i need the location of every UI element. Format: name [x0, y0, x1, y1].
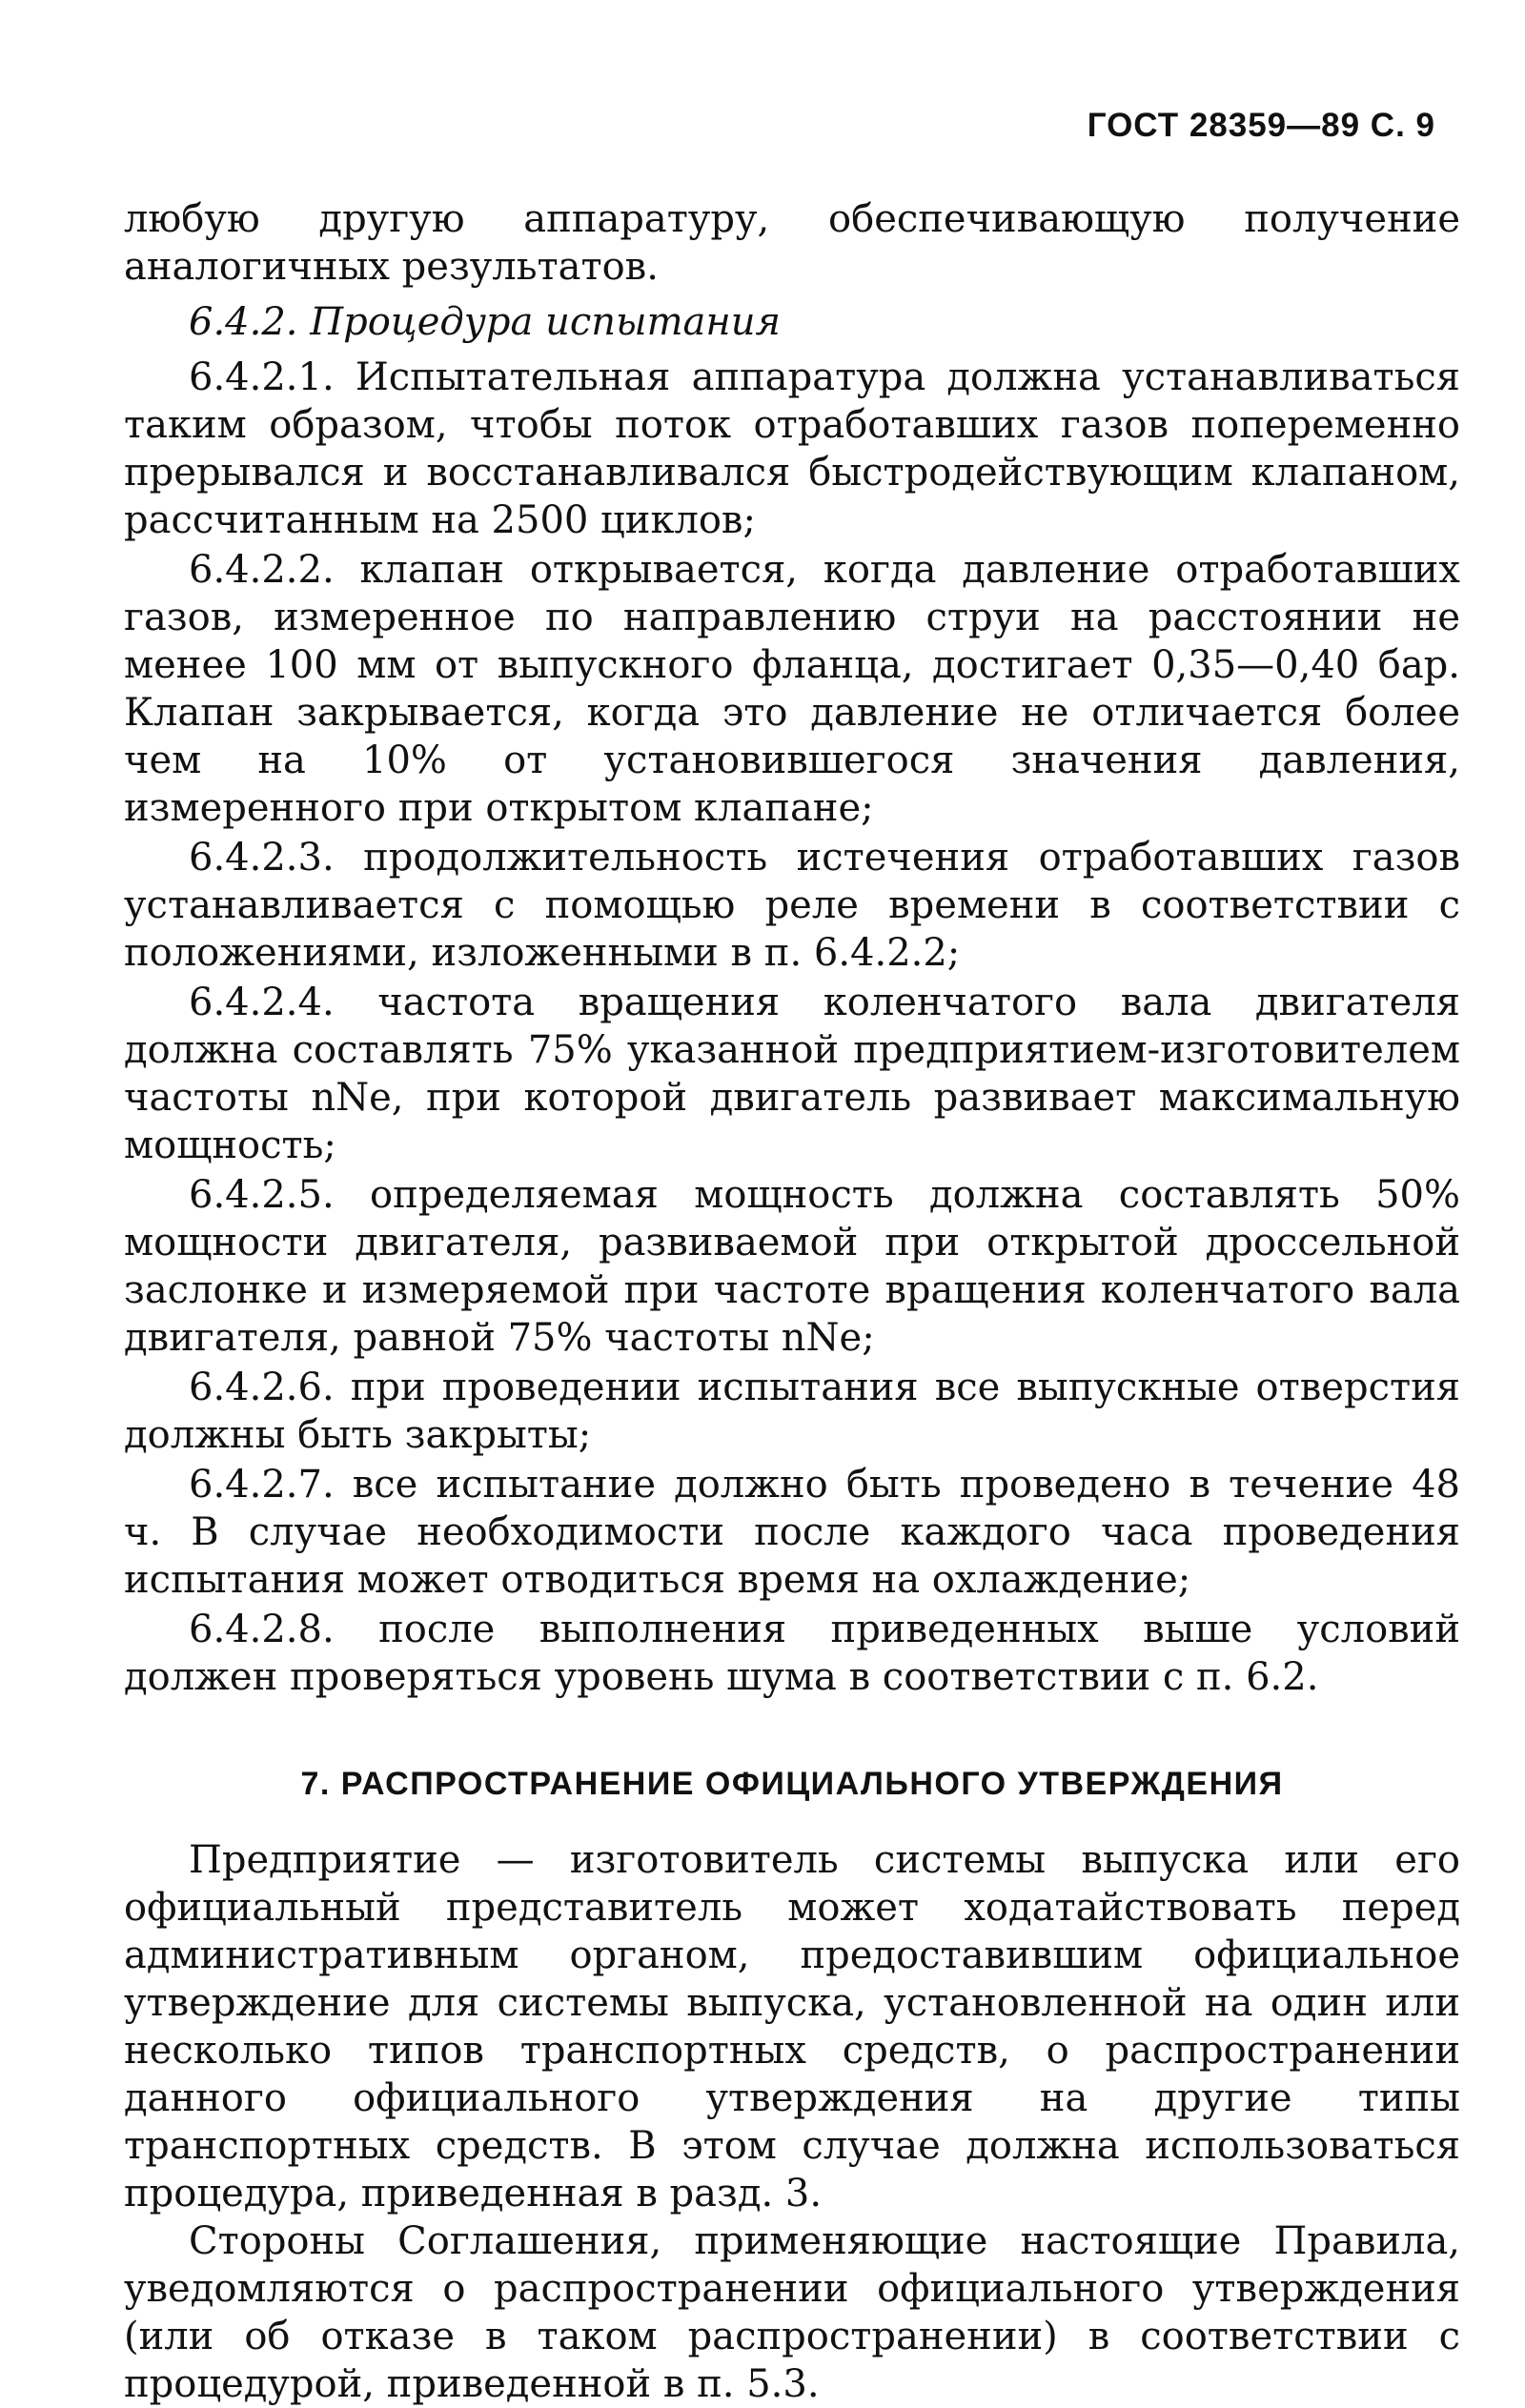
- clause-6-4-2-4: 6.4.2.4. частота вращения коленчатого вала двигателя должна составлять 75% указанной предприятием-изготовителем частоты nNe, при которой двигатель развивает максимальную мощность;: [124, 981, 1460, 1167]
- document-body: [124, 195, 1460, 2408]
- clause-6-4-2-3: 6.4.2.3. продолжительность истечения отработавших газов устанавливается с помощью реле времени в соответствии с положениями, изложенными в п. 6.4.2.2;: [124, 836, 1460, 975]
- clause-6-4-2-2: 6.4.2.2. клапан открывается, когда давление отработавших газов, измеренное по направлению струи на расстоянии не менее 100 мм от выпускного фланца, достигает 0,35—0,40 бар. Клапан закрывается, когда это давление не отличается более чем на 10% от установившегося значения давления, измеренного при открытом клапане;: [124, 548, 1460, 830]
- clause-6-4-2-7: 6.4.2.7. все испытание должно быть проведено в течение 48 ч. В случае необходимости после каждого часа проведения испытания может отводиться время на охлаждение;: [124, 1463, 1460, 1602]
- clause-6-4-2-8: 6.4.2.8. после выполнения приведенных выше условий должен проверяться уровень шума в соответствии с п. 6.2.: [124, 1608, 1460, 1699]
- section-7-paragraph: Предприятие — изготовитель системы выпуска или его официальный представитель может ходатайствовать перед административным органом, предоставившим официальное утверждение для системы выпуска, установленной на один или несколько типов транспортных средств, о распространении данного официального утверждения на другие типы транспортных средств. В этом случае должна использоваться процедура, приведенная в разд. 3.: [124, 1838, 1460, 2216]
- clause-6-4-2-5: 6.4.2.5. определяемая мощность должна составлять 50% мощности двигателя, развиваемой при открытой дроссельной заслонке и измеряемой при частоте вращения коленчатого вала двигателя, равной 75% частоты nNe;: [124, 1173, 1460, 1360]
- subsection-heading-6-4-2: 6.4.2. Процедура испытания: [189, 300, 781, 344]
- page-header: ГОСТ 28359—89 С. 9: [1087, 107, 1435, 144]
- clause-6-4-2-6: 6.4.2.6. при проведении испытания все выпускные отверстия должны быть закрыты;: [124, 1366, 1460, 1457]
- section-7-paragraph: Стороны Соглашения, применяющие настоящие Правила, уведомляются о распространении официального утверждения (или об отказе в таком распространении) в соответствии с процедурой, приведенной в п. 5.3.: [124, 2219, 1460, 2406]
- paragraph-continuation: любую другую аппаратуру, обеспечивающую получение аналогичных результатов.: [124, 197, 1460, 289]
- clause-6-4-2-1: 6.4.2.1. Испытательная аппаратура должна устанавливаться таким образом, чтобы поток отработавших газов попеременно прерывался и восстанавливался быстродействующим клапаном, рассчитанным на 2500 циклов;: [124, 355, 1460, 542]
- section-7-title: 7. РАСПРОСТРАНЕНИЕ ОФИЦИАЛЬНОГО УТВЕРЖДЕНИЯ: [300, 1766, 1284, 1802]
